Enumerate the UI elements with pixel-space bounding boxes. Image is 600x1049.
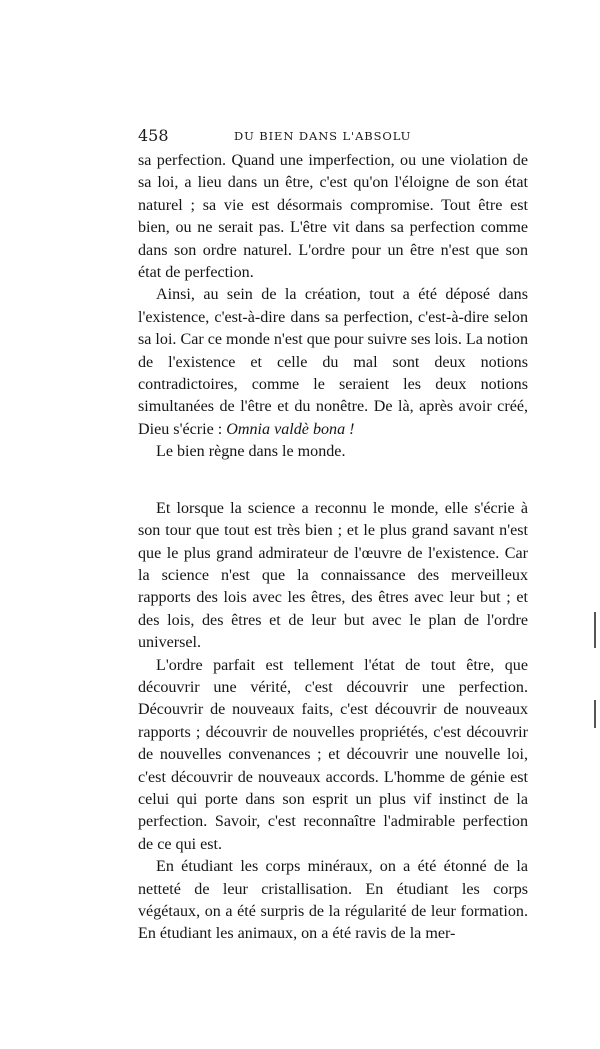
section-break [138,464,528,498]
page-header [138,126,528,150]
running-title: DU BIEN DANS L'ABSOLU [234,129,412,143]
paragraph-text: Ainsi, au sein de la création, tout a été déposé dans l'existence, c'est-à-dire dans sa perfection, c'est-à-dire selon sa loi. Car ce monde n'est que pour suivre ses lois. La notion de l'existence et celle du mal sont deux notions contradictoires, comme le seraient les deux notions simultanées de l'être et du nonêtre. De là, après avoir créé, Dieu s'écrie : [138,286,528,438]
paragraph: Le bien règne dans le monde. [156,443,346,461]
page-edge-mark [594,612,596,648]
paragraph: En étudiant les corps minéraux, on a été étonné de la netteté de leur cristallisation. En étudiant les corps végétaux, on a été surpris de la régularité de leur formation. En étudiant les animaux, on a été ravis de la mer- [138,858,528,943]
paragraph: sa perfection. Quand une imperfection, ou une violation de sa loi, a lieu dans un être, c'est qu'on l'éloigne de son état naturel ; sa vie est désormais compromise. Tout être est bien, ou ne serait pas. L'être vit dans sa perfection comme dans son ordre naturel. L'ordre pour un être n'est que son état de perfection. [138,152,528,282]
page-edge-mark [594,700,596,728]
page-number: 458 [138,126,169,145]
paragraph: L'ordre parfait est tellement l'état de tout être, que découvrir une vérité, c'est découvrir une perfection. Découvrir de nouveaux faits, c'est découvrir de nouveaux rapports ; découvrir de nouvelles propriétés, c'est découvrir de nouvelles convenances ; et découvrir une nouvelle loi, c'est découvrir de nouveaux accords. L'homme de génie est celui qui porte dans son esprit un plus vif instinct de la perfection. Savoir, c'est reconnaître l'admirable perfection de ce qui est. [138,656,528,853]
paragraph [138,284,528,441]
body-text [138,150,528,946]
latin-quote: Omnia valdè bona ! [226,420,355,438]
paragraph: Et lorsque la science a reconnu le monde, elle s'écrie à son tour que tout est très bien ; et le plus grand savant n'est que le plus grand admirateur de l'œuvre de l'existence. Car la science n'est que la connaissance des merveilleux rapports des lois avec les êtres, des êtres avec leur but ; et des lois, des êtres et de leur but avec le plan de l'ordre universel. [138,499,528,652]
